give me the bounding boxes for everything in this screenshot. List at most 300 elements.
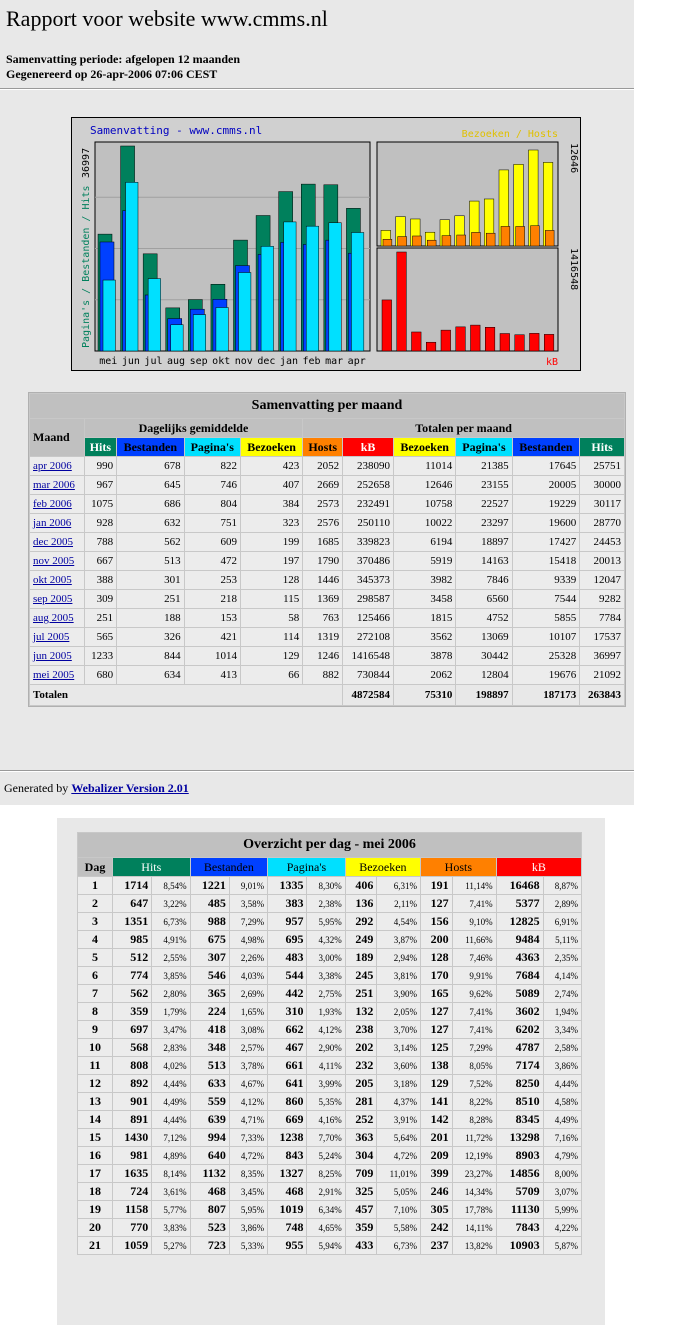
col-daily-2: Pagina's bbox=[185, 438, 240, 456]
col-day: Dag bbox=[78, 858, 112, 876]
percent-cell: 2,55% bbox=[152, 949, 189, 966]
chart-month-label: mar bbox=[325, 356, 344, 367]
bar-sites bbox=[398, 237, 407, 246]
percent-cell: 2,94% bbox=[377, 949, 420, 966]
daily-avg-cell: 686 bbox=[117, 495, 184, 513]
month-link[interactable]: sep 2005 bbox=[33, 593, 73, 605]
daily-avg-cell: 413 bbox=[185, 666, 240, 684]
value-cell: 1335 bbox=[268, 877, 306, 894]
percent-cell: 7,41% bbox=[453, 1021, 496, 1038]
col-total-2: Bezoeken bbox=[394, 438, 455, 456]
value-cell: 633 bbox=[191, 1075, 229, 1092]
percent-cell: 4,67% bbox=[230, 1075, 267, 1092]
value-cell: 1158 bbox=[113, 1201, 151, 1218]
percent-cell: 4,11% bbox=[307, 1057, 344, 1074]
value-cell: 310 bbox=[268, 1003, 306, 1020]
daily-avg-cell: 309 bbox=[85, 590, 116, 608]
daily-avg-cell: 1233 bbox=[85, 647, 116, 665]
value-cell: 170 bbox=[421, 967, 452, 984]
monthly-total-cell: 370486 bbox=[343, 552, 393, 570]
daily-avg-cell: 58 bbox=[241, 609, 302, 627]
day-row bbox=[78, 1237, 581, 1254]
generated-by bbox=[4, 781, 189, 796]
daily-avg-cell: 928 bbox=[85, 514, 116, 532]
monthly-total-cell: 298587 bbox=[343, 590, 393, 608]
daily-col-0: Hits bbox=[113, 858, 190, 876]
daily-col-4: Hosts bbox=[421, 858, 496, 876]
value-cell: 383 bbox=[268, 895, 306, 912]
percent-cell: 9,01% bbox=[230, 877, 267, 894]
percent-cell: 7,10% bbox=[377, 1201, 420, 1218]
percent-cell: 3,61% bbox=[152, 1183, 189, 1200]
day-row bbox=[78, 1201, 581, 1218]
value-cell: 242 bbox=[421, 1219, 452, 1236]
percent-cell: 3,90% bbox=[377, 985, 420, 1002]
chart-month-label: feb bbox=[302, 356, 321, 367]
monthly-total-cell: 1246 bbox=[303, 647, 342, 665]
chart-month-label: jan bbox=[279, 356, 298, 367]
value-cell: 957 bbox=[268, 913, 306, 930]
day-row bbox=[78, 1129, 581, 1146]
percent-cell: 3,99% bbox=[307, 1075, 344, 1092]
monthly-total-cell: 2669 bbox=[303, 476, 342, 494]
day-row bbox=[78, 1147, 581, 1164]
percent-cell: 7,33% bbox=[230, 1129, 267, 1146]
totals-cell: 75310 bbox=[394, 685, 455, 705]
percent-cell: 3,14% bbox=[377, 1039, 420, 1056]
daily-avg-cell: 632 bbox=[117, 514, 184, 532]
month-link[interactable]: apr 2006 bbox=[33, 460, 72, 472]
generated-by-prefix: Generated by bbox=[4, 781, 72, 795]
value-cell: 3602 bbox=[497, 1003, 543, 1020]
bar-kbytes bbox=[500, 334, 510, 351]
value-cell: 843 bbox=[268, 1147, 306, 1164]
bar-sites bbox=[427, 240, 436, 246]
value-cell: 8345 bbox=[497, 1111, 543, 1128]
value-cell: 9484 bbox=[497, 931, 543, 948]
value-cell: 661 bbox=[268, 1057, 306, 1074]
bar-pages bbox=[148, 279, 160, 351]
col-total-5: Hits bbox=[580, 438, 624, 456]
chart-month-label: okt bbox=[212, 356, 231, 367]
value-cell: 695 bbox=[268, 931, 306, 948]
value-cell: 1327 bbox=[268, 1165, 306, 1182]
monthly-total-cell: 4752 bbox=[456, 609, 511, 627]
value-cell: 136 bbox=[346, 895, 377, 912]
day-row bbox=[78, 1003, 581, 1020]
value-cell: 8903 bbox=[497, 1147, 543, 1164]
chart-month-label: dec bbox=[257, 356, 276, 367]
value-cell: 891 bbox=[113, 1111, 151, 1128]
month-cell bbox=[30, 571, 84, 589]
daily-col-1: Bestanden bbox=[191, 858, 268, 876]
percent-cell: 4,79% bbox=[544, 1147, 581, 1164]
percent-cell: 2,91% bbox=[307, 1183, 344, 1200]
month-cell bbox=[30, 457, 84, 475]
percent-cell: 3,45% bbox=[230, 1183, 267, 1200]
percent-cell: 1,65% bbox=[230, 1003, 267, 1020]
percent-cell: 4,03% bbox=[230, 967, 267, 984]
month-row bbox=[30, 476, 624, 494]
monthly-total-cell: 19229 bbox=[513, 495, 580, 513]
month-cell bbox=[30, 476, 84, 494]
daily-avg-cell: 645 bbox=[117, 476, 184, 494]
value-cell: 483 bbox=[268, 949, 306, 966]
month-cell bbox=[30, 533, 84, 551]
value-cell: 4787 bbox=[497, 1039, 543, 1056]
summary-chart-svg bbox=[72, 118, 580, 370]
monthly-total-cell: 10107 bbox=[513, 628, 580, 646]
percent-cell: 17,78% bbox=[453, 1201, 496, 1218]
value-cell: 641 bbox=[268, 1075, 306, 1092]
daily-avg-cell: 1014 bbox=[185, 647, 240, 665]
percent-cell: 5,11% bbox=[544, 931, 581, 948]
totals-cell: 4872584 bbox=[343, 685, 393, 705]
value-cell: 16468 bbox=[497, 877, 543, 894]
chart-right-bottom-max: 1416548 bbox=[568, 248, 579, 291]
monthly-total-cell: 36997 bbox=[580, 647, 624, 665]
day-row bbox=[78, 967, 581, 984]
monthly-total-cell: 19676 bbox=[513, 666, 580, 684]
totals-cell: 187173 bbox=[513, 685, 580, 705]
percent-cell: 3,87% bbox=[377, 931, 420, 948]
monthly-total-cell: 21092 bbox=[580, 666, 624, 684]
percent-cell: 2,11% bbox=[377, 895, 420, 912]
bar-kbytes bbox=[426, 342, 436, 351]
monthly-table-title: Samenvatting per maand bbox=[30, 394, 624, 418]
value-cell: 433 bbox=[346, 1237, 377, 1254]
bar-sites bbox=[383, 239, 392, 246]
month-row bbox=[30, 533, 624, 551]
monthly-total-cell: 19600 bbox=[513, 514, 580, 532]
percent-cell: 3,86% bbox=[544, 1057, 581, 1074]
percent-cell: 7,70% bbox=[307, 1129, 344, 1146]
daily-avg-cell: 407 bbox=[241, 476, 302, 494]
percent-cell: 3,34% bbox=[544, 1021, 581, 1038]
daily-avg-cell: 253 bbox=[185, 571, 240, 589]
percent-cell: 8,22% bbox=[453, 1093, 496, 1110]
value-cell: 748 bbox=[268, 1219, 306, 1236]
month-cell bbox=[30, 647, 84, 665]
value-cell: 127 bbox=[421, 895, 452, 912]
percent-cell: 3,91% bbox=[377, 1111, 420, 1128]
percent-cell: 2,80% bbox=[152, 985, 189, 1002]
day-cell: 3 bbox=[78, 913, 112, 930]
monthly-total-cell: 1685 bbox=[303, 533, 342, 551]
percent-cell: 4,89% bbox=[152, 1147, 189, 1164]
value-cell: 544 bbox=[268, 967, 306, 984]
value-cell: 8510 bbox=[497, 1093, 543, 1110]
value-cell: 442 bbox=[268, 985, 306, 1002]
value-cell: 723 bbox=[191, 1237, 229, 1254]
monthly-total-cell: 9339 bbox=[513, 571, 580, 589]
day-cell: 9 bbox=[78, 1021, 112, 1038]
value-cell: 568 bbox=[113, 1039, 151, 1056]
percent-cell: 3,08% bbox=[230, 1021, 267, 1038]
bar-kbytes bbox=[515, 335, 525, 351]
day-cell: 13 bbox=[78, 1093, 112, 1110]
value-cell: 901 bbox=[113, 1093, 151, 1110]
monthly-total-cell: 23297 bbox=[456, 514, 511, 532]
bar-pages bbox=[193, 315, 205, 351]
value-cell: 13298 bbox=[497, 1129, 543, 1146]
bar-kbytes bbox=[544, 334, 554, 351]
month-cell bbox=[30, 666, 84, 684]
value-cell: 238 bbox=[346, 1021, 377, 1038]
percent-cell: 9,91% bbox=[453, 967, 496, 984]
webalizer-link[interactable]: Webalizer Version 2.01 bbox=[71, 781, 189, 795]
daily-col-3: Bezoeken bbox=[346, 858, 420, 876]
percent-cell: 8,54% bbox=[152, 877, 189, 894]
percent-cell: 9,10% bbox=[453, 913, 496, 930]
monthly-total-cell: 1815 bbox=[394, 609, 455, 627]
day-cell: 16 bbox=[78, 1147, 112, 1164]
bar-pages bbox=[171, 325, 183, 351]
percent-cell: 5,64% bbox=[377, 1129, 420, 1146]
monthly-total-cell: 7544 bbox=[513, 590, 580, 608]
daily-avg-cell: 188 bbox=[117, 609, 184, 627]
day-cell: 12 bbox=[78, 1075, 112, 1092]
percent-cell: 5,58% bbox=[377, 1219, 420, 1236]
percent-cell: 5,99% bbox=[544, 1201, 581, 1218]
percent-cell: 4,44% bbox=[544, 1075, 581, 1092]
daily-avg-cell: 678 bbox=[117, 457, 184, 475]
bar-kbytes bbox=[530, 333, 540, 351]
value-cell: 200 bbox=[421, 931, 452, 948]
day-cell: 8 bbox=[78, 1003, 112, 1020]
percent-cell: 3,38% bbox=[307, 967, 344, 984]
percent-cell: 9,62% bbox=[453, 985, 496, 1002]
month-link[interactable]: jun 2005 bbox=[33, 650, 72, 662]
percent-cell: 4,65% bbox=[307, 1219, 344, 1236]
percent-cell: 4,72% bbox=[377, 1147, 420, 1164]
monthly-total-cell: 3982 bbox=[394, 571, 455, 589]
generated-text: Gegenereerd op 26-apr-2006 07:06 CEST bbox=[6, 67, 218, 81]
monthly-total-cell: 9282 bbox=[580, 590, 624, 608]
group-monthly-totals: Totalen per maand bbox=[303, 419, 624, 437]
chart-month-label: sep bbox=[189, 356, 208, 367]
value-cell: 251 bbox=[346, 985, 377, 1002]
monthly-total-cell: 882 bbox=[303, 666, 342, 684]
value-cell: 4363 bbox=[497, 949, 543, 966]
month-row bbox=[30, 590, 624, 608]
value-cell: 359 bbox=[113, 1003, 151, 1020]
daily-avg-cell: 746 bbox=[185, 476, 240, 494]
month-link[interactable]: okt 2005 bbox=[33, 574, 72, 586]
percent-cell: 2,89% bbox=[544, 895, 581, 912]
bar-kbytes bbox=[441, 330, 451, 351]
monthly-total-cell: 10022 bbox=[394, 514, 455, 532]
percent-cell: 12,19% bbox=[453, 1147, 496, 1164]
monthly-total-cell: 3562 bbox=[394, 628, 455, 646]
monthly-total-cell: 250110 bbox=[343, 514, 393, 532]
value-cell: 418 bbox=[191, 1021, 229, 1038]
daily-col-2: Pagina's bbox=[268, 858, 345, 876]
daily-avg-cell: 251 bbox=[85, 609, 116, 627]
col-total-4: Bestanden bbox=[513, 438, 580, 456]
value-cell: 7843 bbox=[497, 1219, 543, 1236]
bar-pages bbox=[351, 233, 363, 351]
value-cell: 125 bbox=[421, 1039, 452, 1056]
value-cell: 224 bbox=[191, 1003, 229, 1020]
value-cell: 249 bbox=[346, 931, 377, 948]
month-row bbox=[30, 514, 624, 532]
monthly-total-cell: 15418 bbox=[513, 552, 580, 570]
value-cell: 981 bbox=[113, 1147, 151, 1164]
percent-cell: 8,28% bbox=[453, 1111, 496, 1128]
percent-cell: 2,35% bbox=[544, 949, 581, 966]
percent-cell: 2,75% bbox=[307, 985, 344, 1002]
monthly-total-cell: 20013 bbox=[580, 552, 624, 570]
month-link[interactable]: nov 2005 bbox=[33, 555, 75, 567]
daily-avg-cell: 323 bbox=[241, 514, 302, 532]
summary-chart bbox=[71, 117, 581, 371]
chart-month-label: mei bbox=[99, 356, 118, 367]
daily-avg-cell: 421 bbox=[185, 628, 240, 646]
month-cell bbox=[30, 552, 84, 570]
chart-left-axis-label: Pagina's / Bestanden / Hits bbox=[81, 185, 92, 348]
day-cell: 19 bbox=[78, 1201, 112, 1218]
percent-cell: 7,16% bbox=[544, 1129, 581, 1146]
month-link[interactable]: mar 2006 bbox=[33, 479, 75, 491]
percent-cell: 4,44% bbox=[152, 1111, 189, 1128]
percent-cell: 6,91% bbox=[544, 913, 581, 930]
month-cell bbox=[30, 590, 84, 608]
percent-cell: 1,94% bbox=[544, 1003, 581, 1020]
value-cell: 808 bbox=[113, 1057, 151, 1074]
day-cell: 11 bbox=[78, 1057, 112, 1074]
value-cell: 348 bbox=[191, 1039, 229, 1056]
monthly-total-cell: 1369 bbox=[303, 590, 342, 608]
month-cell bbox=[30, 628, 84, 646]
value-cell: 6202 bbox=[497, 1021, 543, 1038]
percent-cell: 3,85% bbox=[152, 967, 189, 984]
monthly-total-cell: 30117 bbox=[580, 495, 624, 513]
daily-avg-cell: 804 bbox=[185, 495, 240, 513]
group-daily-avg: Dagelijks gemiddelde bbox=[85, 419, 303, 437]
monthly-total-cell: 5919 bbox=[394, 552, 455, 570]
percent-cell: 4,49% bbox=[544, 1111, 581, 1128]
day-row bbox=[78, 1093, 581, 1110]
day-cell: 5 bbox=[78, 949, 112, 966]
chart-month-label: jun bbox=[121, 356, 140, 367]
bar-kbytes bbox=[397, 252, 407, 351]
day-cell: 20 bbox=[78, 1219, 112, 1236]
percent-cell: 3,86% bbox=[230, 1219, 267, 1236]
value-cell: 209 bbox=[421, 1147, 452, 1164]
bar-pages bbox=[126, 182, 138, 351]
daily-avg-cell: 680 bbox=[85, 666, 116, 684]
day-cell: 1 bbox=[78, 877, 112, 894]
daily-avg-cell: 384 bbox=[241, 495, 302, 513]
percent-cell: 5,77% bbox=[152, 1201, 189, 1218]
percent-cell: 4,32% bbox=[307, 931, 344, 948]
day-row bbox=[78, 1165, 581, 1182]
col-total-0: Hosts bbox=[303, 438, 342, 456]
value-cell: 363 bbox=[346, 1129, 377, 1146]
percent-cell: 2,58% bbox=[544, 1039, 581, 1056]
value-cell: 142 bbox=[421, 1111, 452, 1128]
bar-pages bbox=[239, 273, 251, 351]
month-link[interactable]: dec 2005 bbox=[33, 536, 74, 548]
day-row bbox=[78, 913, 581, 930]
daily-avg-cell: 301 bbox=[117, 571, 184, 589]
value-cell: 189 bbox=[346, 949, 377, 966]
col-daily-1: Bestanden bbox=[117, 438, 184, 456]
value-cell: 994 bbox=[191, 1129, 229, 1146]
month-link[interactable]: jan 2006 bbox=[33, 517, 72, 529]
value-cell: 237 bbox=[421, 1237, 452, 1254]
value-cell: 1019 bbox=[268, 1201, 306, 1218]
chart-month-label: jul bbox=[144, 356, 163, 367]
monthly-total-cell: 339823 bbox=[343, 533, 393, 551]
monthly-total-cell: 3878 bbox=[394, 647, 455, 665]
monthly-total-cell: 10758 bbox=[394, 495, 455, 513]
col-daily-0: Hits bbox=[85, 438, 116, 456]
monthly-total-cell: 2062 bbox=[394, 666, 455, 684]
value-cell: 639 bbox=[191, 1111, 229, 1128]
month-cell bbox=[30, 609, 84, 627]
percent-cell: 2,69% bbox=[230, 985, 267, 1002]
percent-cell: 8,14% bbox=[152, 1165, 189, 1182]
percent-cell: 2,38% bbox=[307, 895, 344, 912]
daily-avg-cell: 251 bbox=[117, 590, 184, 608]
month-link[interactable]: aug 2005 bbox=[33, 612, 74, 624]
bar-kbytes bbox=[412, 332, 422, 351]
percent-cell: 5,95% bbox=[307, 913, 344, 930]
value-cell: 232 bbox=[346, 1057, 377, 1074]
bar-pages bbox=[284, 222, 296, 351]
col-total-1: kB bbox=[343, 438, 393, 456]
day-cell: 7 bbox=[78, 985, 112, 1002]
percent-cell: 4,71% bbox=[230, 1111, 267, 1128]
percent-cell: 3,22% bbox=[152, 895, 189, 912]
value-cell: 5377 bbox=[497, 895, 543, 912]
period-text: Samenvatting periode: afgelopen 12 maanden bbox=[6, 52, 240, 66]
percent-cell: 7,52% bbox=[453, 1075, 496, 1092]
daily-avg-cell: 388 bbox=[85, 571, 116, 589]
percent-cell: 4,12% bbox=[230, 1093, 267, 1110]
percent-cell: 8,05% bbox=[453, 1057, 496, 1074]
percent-cell: 3,07% bbox=[544, 1183, 581, 1200]
value-cell: 468 bbox=[191, 1183, 229, 1200]
percent-cell: 7,41% bbox=[453, 1003, 496, 1020]
monthly-total-cell: 252658 bbox=[343, 476, 393, 494]
value-cell: 281 bbox=[346, 1093, 377, 1110]
month-link[interactable]: jul 2005 bbox=[33, 631, 70, 643]
page-title: Rapport voor website www.cmms.nl bbox=[6, 6, 328, 31]
monthly-total-cell: 2576 bbox=[303, 514, 342, 532]
totals-cell: 263843 bbox=[580, 685, 624, 705]
value-cell: 559 bbox=[191, 1093, 229, 1110]
percent-cell: 8,25% bbox=[307, 1165, 344, 1182]
monthly-total-cell: 17645 bbox=[513, 457, 580, 475]
percent-cell: 2,74% bbox=[544, 985, 581, 1002]
bar-sites bbox=[442, 236, 451, 246]
daily-panel bbox=[57, 818, 605, 1325]
value-cell: 662 bbox=[268, 1021, 306, 1038]
month-link[interactable]: mei 2005 bbox=[33, 669, 75, 681]
month-link[interactable]: feb 2006 bbox=[33, 498, 72, 510]
value-cell: 467 bbox=[268, 1039, 306, 1056]
bar-sites bbox=[413, 236, 422, 246]
percent-cell: 4,16% bbox=[307, 1111, 344, 1128]
percent-cell: 5,24% bbox=[307, 1147, 344, 1164]
monthly-total-cell: 6194 bbox=[394, 533, 455, 551]
chart-month-label: aug bbox=[167, 356, 186, 367]
percent-cell: 11,66% bbox=[453, 931, 496, 948]
value-cell: 165 bbox=[421, 985, 452, 1002]
